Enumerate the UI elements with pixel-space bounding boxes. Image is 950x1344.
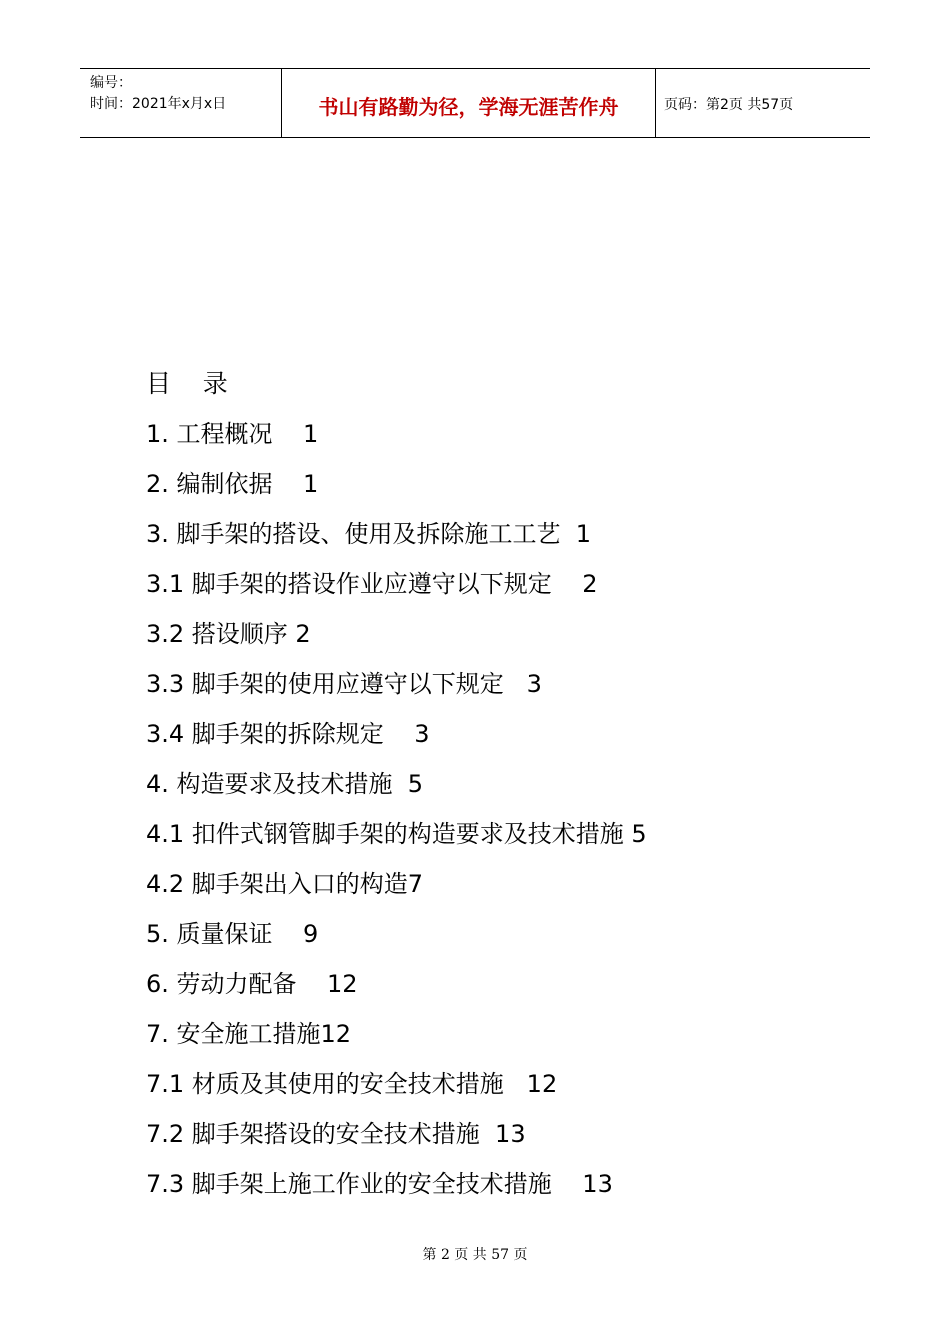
toc-item: 5. 质量保证 9: [146, 920, 319, 948]
toc-item: 1. 工程概况 1: [146, 420, 319, 448]
toc-item: 4.1 扣件式钢管脚手架的构造要求及技术措施 5: [146, 820, 647, 848]
time-label: 时间：2021年x月x日: [90, 96, 227, 112]
header-page-info: 页码：第2页 共57页: [664, 97, 794, 113]
toc-item: 3.4 脚手架的拆除规定 3: [146, 720, 430, 748]
toc-item: 7. 安全施工措施12: [146, 1020, 352, 1048]
toc-item: 3. 脚手架的搭设、使用及拆除施工工艺 1: [146, 520, 592, 548]
toc-item: 4. 构造要求及技术措施 5: [146, 770, 424, 798]
page-footer: 第 2 页 共 57 页: [422, 1247, 528, 1263]
toc-item: 3.2 搭设顺序 2: [146, 620, 311, 648]
toc-item: 3.1 脚手架的搭设作业应遵守以下规定 2: [146, 570, 598, 598]
header-middle-cell: [281, 69, 656, 137]
toc-item: 7.2 脚手架搭设的安全技术措施 13: [146, 1120, 526, 1148]
header-left-cell: [80, 69, 280, 137]
toc-item: 4.2 脚手架出入口的构造7: [146, 870, 424, 898]
toc-item: 7.3 脚手架上施工作业的安全技术措施 13: [146, 1170, 613, 1198]
header-motto: 书山有路勤为径，学海无涯苦作舟: [318, 95, 619, 119]
toc-item: 7.1 材质及其使用的安全技术措施 12: [146, 1070, 558, 1098]
page-header: [80, 68, 870, 138]
toc-title: 目 录: [146, 369, 228, 398]
number-label: 编号：: [90, 75, 132, 91]
toc-item: 6. 劳动力配备 12: [146, 970, 358, 998]
toc-item: 2. 编制依据 1: [146, 470, 319, 498]
toc-item: 3.3 脚手架的使用应遵守以下规定 3: [146, 670, 542, 698]
header-right-cell: [655, 69, 870, 137]
